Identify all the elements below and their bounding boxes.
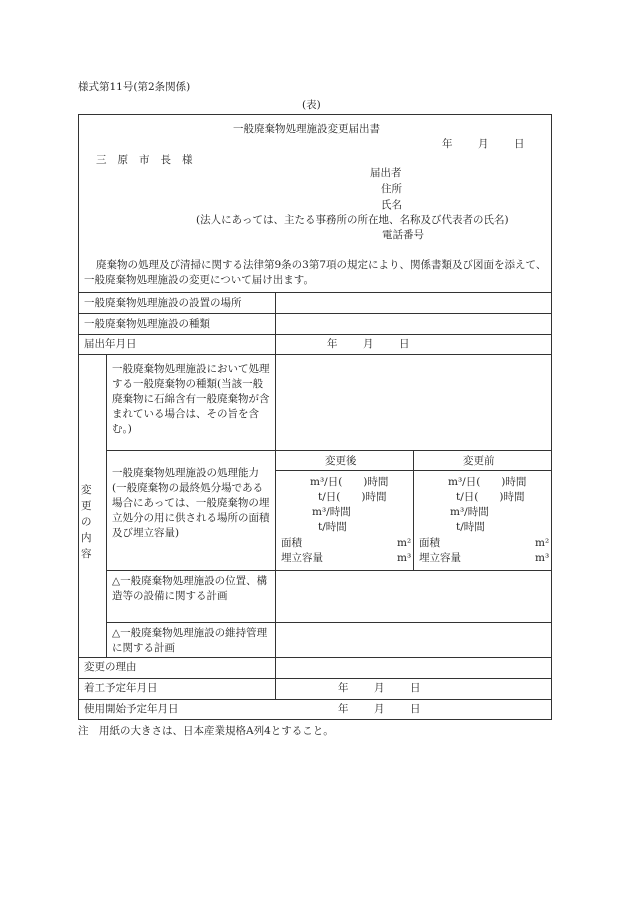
date-month: 月: [478, 138, 489, 150]
phone-label: 電話番号: [382, 229, 424, 241]
waste-type-label: 一般廃棄物処理施設において処理する一般廃棄物の種類(当該一般廃棄物に石綿含有一般廃棄物が含まれている場合は、その旨を含む。): [112, 363, 270, 435]
divider: [78, 657, 552, 658]
notify-date-label: 届出年月日: [84, 338, 137, 350]
after-capacity-4: t/時間: [318, 521, 347, 533]
divider: [106, 570, 552, 571]
divider: [106, 450, 552, 451]
before-capacity-1: m³/日( )時間: [448, 476, 527, 488]
notify-date-month: 月: [363, 338, 374, 350]
after-area-unit: m²: [397, 537, 412, 549]
after-capacity-1: m³/日( )時間: [310, 476, 389, 488]
use-date-day: 日: [410, 703, 421, 715]
notifier-label: 届出者: [370, 167, 402, 179]
divider: [78, 354, 552, 355]
corp-note: (法人にあっては、主たる事務所の所在地、名称及び代表者の氏名): [196, 214, 509, 226]
front-label: (表): [302, 99, 321, 111]
divider: [275, 292, 276, 700]
divider: [78, 699, 552, 700]
location-label: 一般廃棄物処理施設の設置の場所: [84, 297, 242, 309]
after-header: 変更後: [325, 455, 357, 467]
form-number: 様式第11号(第2条関係): [78, 81, 191, 93]
before-volume-label: 埋立容量: [419, 552, 461, 564]
use-date-year: 年: [338, 703, 349, 715]
form-title: 一般廃棄物処理施設変更届出書: [233, 123, 380, 135]
address-label: 住所: [381, 183, 402, 195]
divider: [106, 622, 552, 623]
after-volume-unit: m³: [397, 552, 412, 564]
divider: [78, 678, 552, 679]
notify-date-day: 日: [399, 338, 410, 350]
after-area-label: 面積: [281, 537, 302, 549]
capacity-label: 一般廃棄物処理施設の処理能力(一般廃棄物の最終処分場である場合にあっては、一般廃棄物の埋立処分の用に供される場所の面積及び埋立容量): [112, 467, 270, 539]
start-date-day: 日: [410, 682, 421, 694]
start-date-year: 年: [338, 682, 349, 694]
start-date-label: 着工予定年月日: [84, 682, 158, 694]
before-capacity-4: t/時間: [456, 521, 485, 533]
before-capacity-2: t/日( )時間: [456, 491, 525, 503]
divider: [78, 313, 552, 314]
before-volume-unit: m³: [535, 552, 550, 564]
before-header: 変更前: [463, 455, 495, 467]
maintenance-plan-label: △一般廃棄物処理施設の維持管理に関する計画: [112, 627, 268, 654]
use-date-label: 使用開始予定年月日: [84, 703, 179, 715]
before-area-label: 面積: [419, 537, 440, 549]
addressee: 三原市長様: [96, 154, 204, 166]
change-section-label: 変更の内容: [81, 484, 94, 560]
footnote: 注 用紙の大きさは、日本産業規格A列4とすること。: [78, 725, 334, 737]
start-date-month: 月: [374, 682, 385, 694]
notify-date-year: 年: [327, 338, 338, 350]
intro-paragraph: 廃棄物の処理及び清掃に関する法律第9条の3第7項の規定により、関係書類及び図面を添えて、一般廃棄物処理施設の変更について届け出ます。: [84, 259, 547, 286]
before-area-unit: m²: [535, 537, 550, 549]
divider: [106, 354, 107, 657]
before-capacity-3: m³/時間: [450, 506, 489, 518]
date-day: 日: [514, 138, 525, 150]
after-volume-label: 埋立容量: [281, 552, 323, 564]
date-year: 年: [442, 138, 453, 150]
name-label: 氏名: [381, 199, 402, 211]
after-capacity-3: m³/時間: [312, 506, 351, 518]
type-label: 一般廃棄物処理施設の種類: [84, 318, 210, 330]
structure-plan-label: △一般廃棄物処理施設の位置、構造等の設備に関する計画: [112, 575, 268, 602]
reason-label: 変更の理由: [84, 661, 137, 673]
use-date-month: 月: [374, 703, 385, 715]
divider: [78, 292, 552, 293]
divider: [413, 450, 414, 570]
divider: [78, 334, 552, 335]
after-capacity-2: t/日( )時間: [318, 491, 387, 503]
